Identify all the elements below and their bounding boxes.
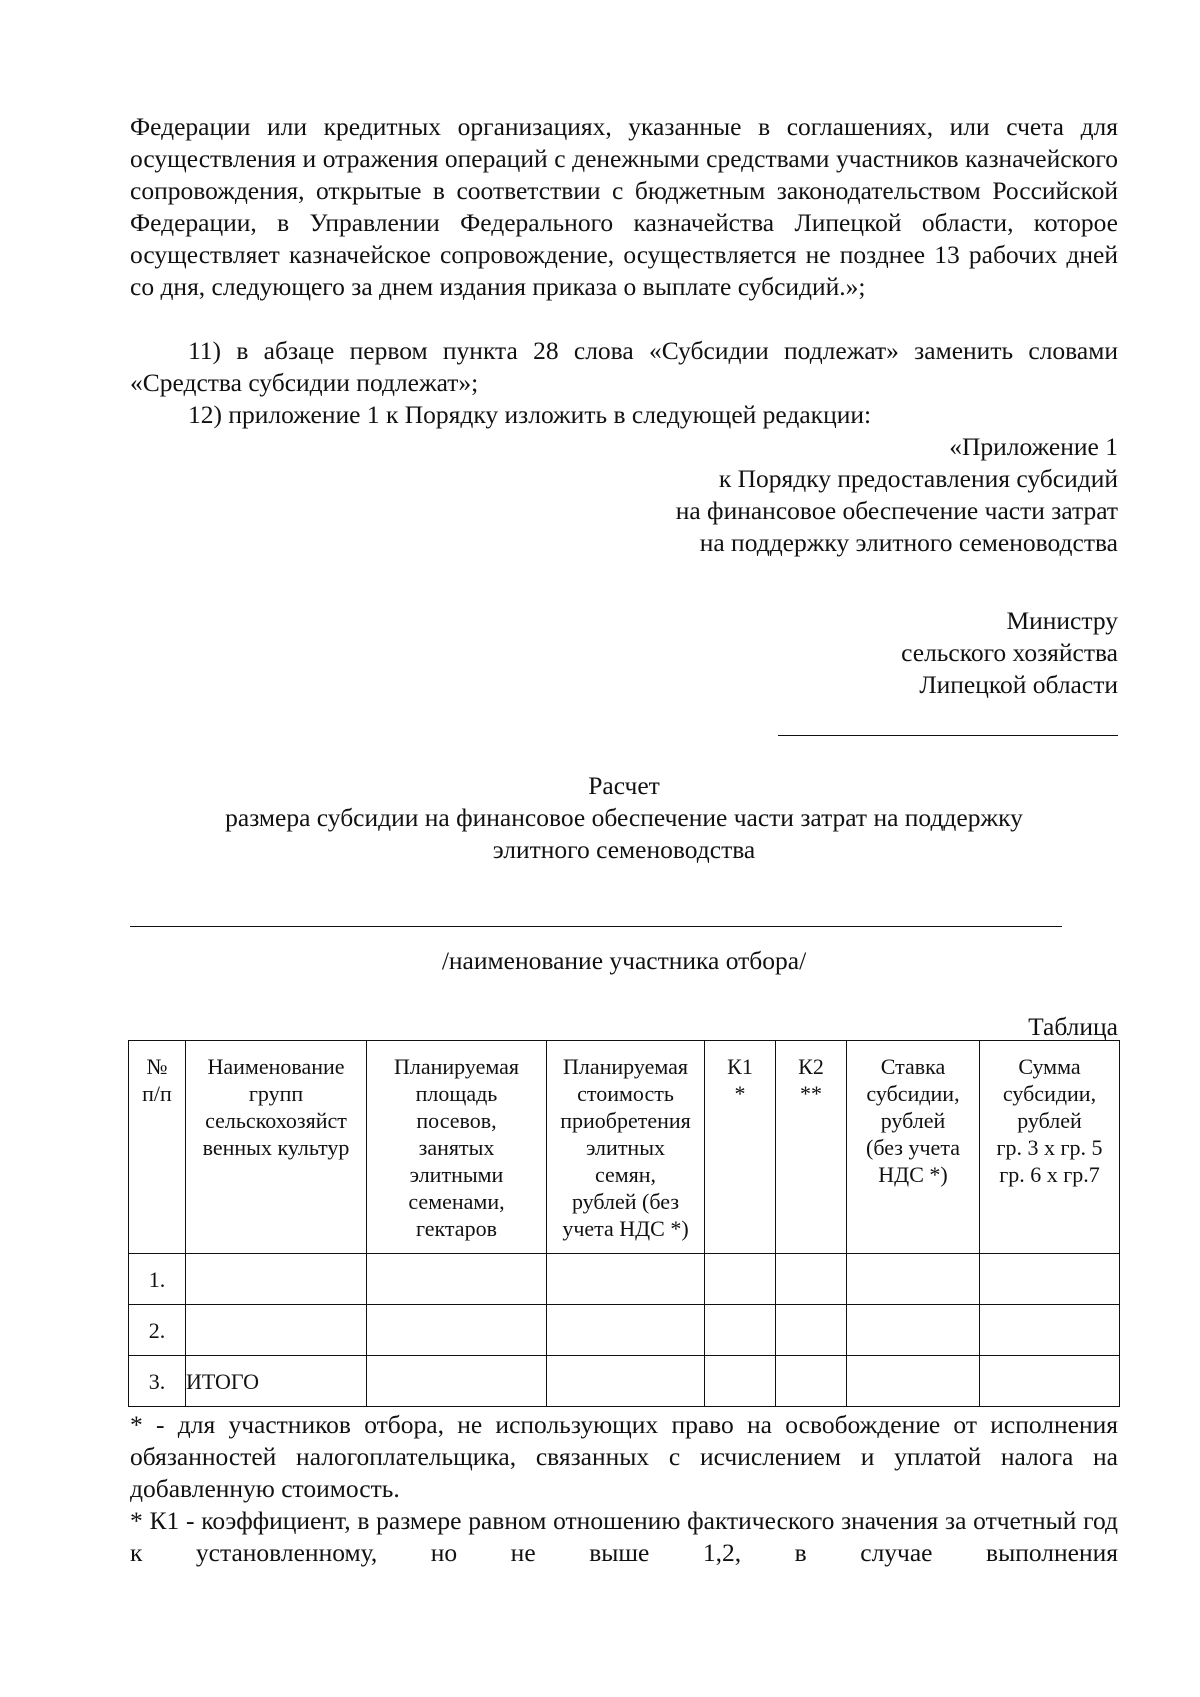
header-cell-line: занятых bbox=[418, 1135, 495, 1160]
participant-caption: /наименование участника отбора/ bbox=[441, 946, 807, 975]
table-cell bbox=[705, 1254, 776, 1305]
header-cell-line: субсидии, bbox=[1002, 1081, 1097, 1106]
table-cell: 2. bbox=[129, 1305, 186, 1356]
table-cell bbox=[847, 1305, 980, 1356]
calculation-table bbox=[128, 1040, 1120, 1407]
table-cell bbox=[547, 1254, 705, 1305]
table-label: Таблица bbox=[1028, 1012, 1118, 1041]
header-cell-line: К1 bbox=[727, 1054, 753, 1079]
table-cell bbox=[705, 1356, 776, 1407]
table-cell bbox=[776, 1254, 847, 1305]
table-row bbox=[129, 1254, 1120, 1305]
table-cell bbox=[776, 1356, 847, 1407]
header-cell-line: ** bbox=[800, 1081, 822, 1106]
header-cell bbox=[547, 1041, 705, 1254]
header-cell-line: НДС *) bbox=[878, 1162, 948, 1187]
appendix-header-line: на поддержку элитного семеноводства bbox=[699, 528, 1118, 557]
table-cell bbox=[547, 1305, 705, 1356]
header-cell-line: К2 bbox=[798, 1054, 824, 1079]
addressee-line: Липецкой области bbox=[919, 670, 1118, 699]
header-cell-line: гр. 6 х гр.7 bbox=[999, 1162, 1100, 1187]
header-cell-line: * bbox=[734, 1081, 746, 1106]
table-cell bbox=[980, 1254, 1120, 1305]
header-cell-line: Наименование bbox=[207, 1054, 345, 1079]
header-cell-line: площадь bbox=[415, 1081, 498, 1106]
header-cell bbox=[980, 1041, 1120, 1254]
table-cell bbox=[705, 1305, 776, 1356]
table-cell bbox=[847, 1254, 980, 1305]
participant-name-line bbox=[130, 926, 1062, 927]
header-cell-line: рублей (без bbox=[571, 1189, 680, 1214]
table-cell bbox=[186, 1305, 367, 1356]
table-cell bbox=[367, 1305, 547, 1356]
item-12-paragraph: 12) приложение 1 к Порядку изложить в следующей редакции: bbox=[188, 400, 872, 429]
header-cell-line: семенами, bbox=[408, 1189, 505, 1214]
table-cell: 1. bbox=[129, 1254, 186, 1305]
table-cell: 3. bbox=[129, 1356, 186, 1407]
header-cell-line: посевов, bbox=[416, 1108, 497, 1133]
appendix-header-line: к Порядку предоставления субсидий bbox=[718, 464, 1118, 493]
table-cell bbox=[367, 1356, 547, 1407]
item-11-paragraph: 11) в абзаце первом пункта 28 слова «Субсидии подлежат» заменить словами «Средства субсидии подлежат»; bbox=[130, 336, 1118, 397]
header-cell-line: Ставка bbox=[880, 1054, 946, 1079]
header-cell-line: семян, bbox=[594, 1162, 657, 1187]
header-cell bbox=[705, 1041, 776, 1254]
header-cell-line: (без учета bbox=[866, 1135, 960, 1160]
header-cell bbox=[367, 1041, 547, 1254]
header-cell-line: венных культур bbox=[202, 1135, 350, 1160]
table-cell: ИТОГО bbox=[186, 1356, 367, 1407]
table-cell bbox=[186, 1254, 367, 1305]
header-cell-line: п/п bbox=[142, 1081, 172, 1106]
document-title bbox=[130, 770, 1118, 866]
header-cell-line: № bbox=[146, 1054, 168, 1079]
table-cell bbox=[980, 1305, 1120, 1356]
header-cell-line: групп bbox=[248, 1081, 304, 1106]
header-cell-line: рублей bbox=[1017, 1108, 1082, 1133]
title-line: размера субсидии на финансовое обеспечение части затрат на поддержку bbox=[225, 803, 1023, 832]
addressee-block bbox=[901, 605, 1118, 701]
title-line: Расчет bbox=[588, 771, 660, 800]
header-cell-line: гр. 3 х гр. 5 bbox=[996, 1135, 1103, 1160]
header-cell bbox=[776, 1041, 847, 1254]
intro-paragraph: Федерации или кредитных организациях, указанные в соглашениях, или счета для осуществления и отражения операций с денежными средствами участников казначейского сопровождения, открытые в соответствии с бюджетным законодательством Российской Федерации, в Управлении Федерального казначейства Липецкой области, которое осуществляет казначейское сопровождение, осуществляется не позднее 13 рабочих дней со дня, следующего за днем издания приказа о выплате субсидий.»; bbox=[130, 112, 1118, 301]
header-cell-line: рублей bbox=[880, 1108, 946, 1133]
table-header-row bbox=[129, 1041, 1120, 1254]
appendix-header-line: «Приложение 1 bbox=[949, 432, 1118, 461]
header-cell-line: стоимость bbox=[577, 1081, 674, 1106]
header-cell-line: гектаров bbox=[416, 1216, 497, 1241]
header-cell-line: Планируемая bbox=[393, 1054, 520, 1079]
header-cell-line: учета НДС *) bbox=[562, 1216, 689, 1241]
header-cell-line: Планируемая bbox=[562, 1054, 689, 1079]
table-cell bbox=[847, 1356, 980, 1407]
header-cell-line: элитными bbox=[409, 1162, 504, 1187]
table-cell bbox=[367, 1254, 547, 1305]
appendix-header bbox=[676, 431, 1118, 559]
header-cell-line: субсидии, bbox=[866, 1081, 960, 1106]
header-cell bbox=[186, 1041, 367, 1254]
table-row-total bbox=[129, 1356, 1120, 1407]
header-cell-line: Сумма bbox=[1018, 1054, 1081, 1079]
addressee-line: Министру bbox=[1006, 606, 1118, 635]
signature-line bbox=[778, 735, 1118, 736]
table-cell bbox=[776, 1305, 847, 1356]
appendix-header-line: на финансовое обеспечение части затрат bbox=[675, 496, 1118, 525]
addressee-line: сельского хозяйства bbox=[901, 638, 1118, 667]
header-cell bbox=[847, 1041, 980, 1254]
header-cell bbox=[129, 1041, 186, 1254]
header-cell-line: элитных bbox=[586, 1135, 665, 1160]
header-cell-line: сельскохозяйст bbox=[205, 1108, 347, 1133]
title-line: элитного семеноводства bbox=[492, 835, 756, 864]
footnote-vat: * - для участников отбора, не использующих право на освобождение от исполнения обязанностей налогоплательщика, связанных с исчислением и уплатой налога на добавленную стоимость. bbox=[130, 1410, 1118, 1503]
table-row bbox=[129, 1305, 1120, 1356]
footnote-k1: * К1 - коэффициент, в размере равном отношению фактического значения за отчетный год к установленному, но не выше 1,2, в случае выполнения bbox=[130, 1506, 1118, 1567]
header-cell-line: приобретения bbox=[560, 1108, 691, 1133]
table-cell bbox=[980, 1356, 1120, 1407]
table-cell bbox=[547, 1356, 705, 1407]
